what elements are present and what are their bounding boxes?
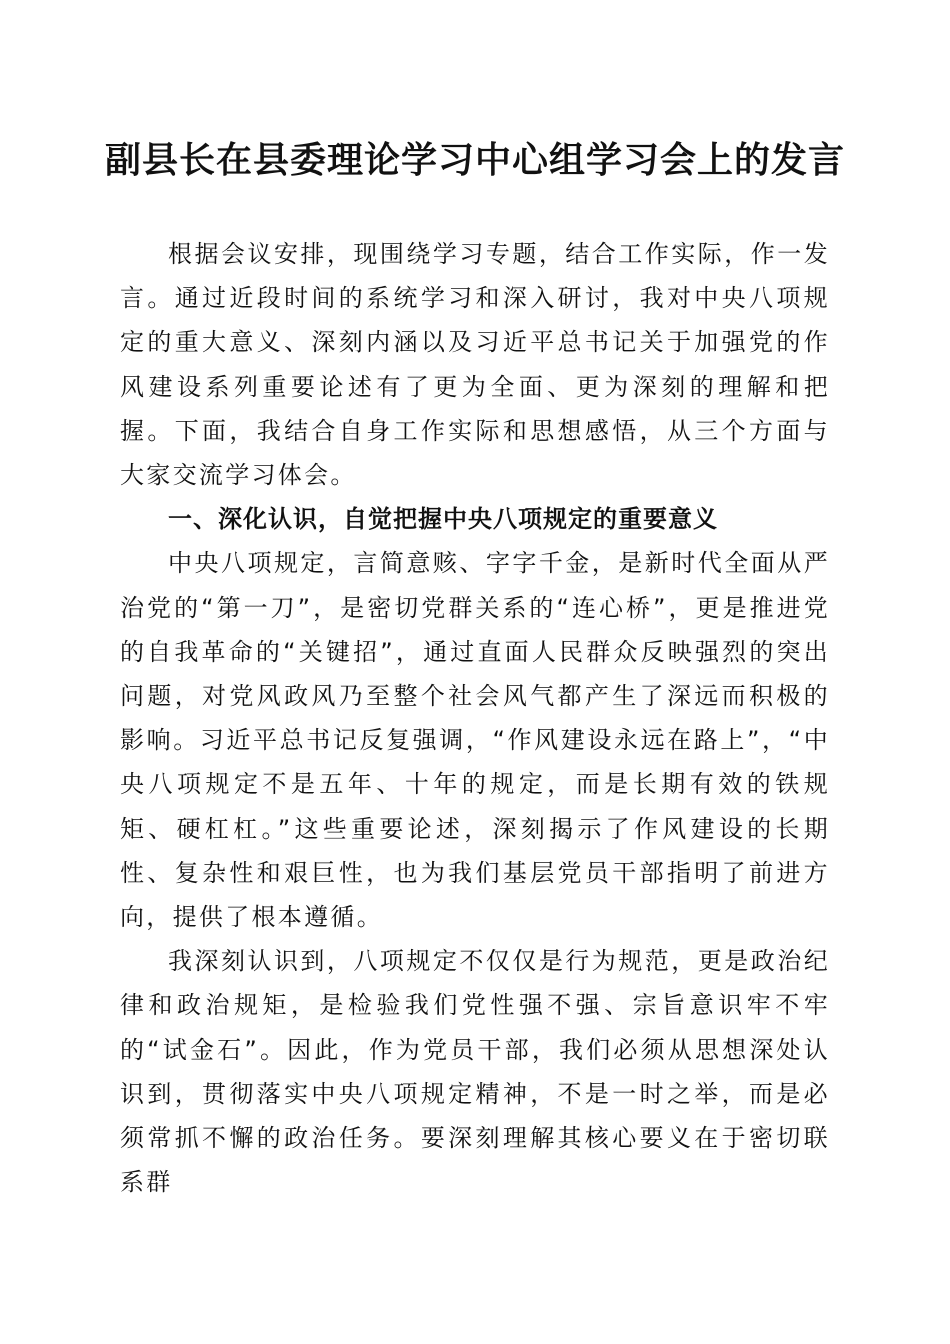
document-title: 副县长在县委理论学习中心组学习会上的发言 <box>104 139 845 181</box>
section-1-heading: 一、深化认识，自觉把握中央八项规定的重要意义 <box>168 505 718 534</box>
section-1-paragraph-1: 中央八项规定，言简意赅、字字千金，是新时代全面从严治党的“第一刀”，是密切党群关系的“连心桥”，更是推进党的自我革命的“关键招”，通过直面人民群众反映强烈的突出问题，对党风政风乃至整个社会风气都产生了深远而积极的影响。习近平总书记反复强调，“作风建设永远在路上”，“中央八项规定不是五年、十年的规定，而是长期有效的铁规矩、硬杠杠。”这些重要论述，深刻揭示了作风建设的长期性、复杂性和艰巨性，也为我们基层党员干部指明了前进方向，提供了根本遵循。 <box>120 549 830 932</box>
section-1-paragraph-2: 我深刻认识到，八项规定不仅仅是行为规范，更是政治纪律和政治规矩，是检验我们党性强不强、宗旨意识牢不牢的“试金石”。因此，作为党员干部，我们必须从思想深处认识到，贯彻落实中央八项规定精神，不是一时之举，而是必须常抓不懈的政治任务。要深刻理解其核心要义在于密切联系群 <box>120 947 830 1197</box>
intro-paragraph: 根据会议安排，现围绕学习专题，结合工作实际，作一发言。通过近段时间的系统学习和深入研讨，我对中央八项规定的重大意义、深刻内涵以及习近平总书记关于加强党的作风建设系列重要论述有了更为全面、更为深刻的理解和把握。下面，我结合自身工作实际和思想感悟，从三个方面与大家交流学习体会。 <box>120 240 830 490</box>
document-body <box>120 232 830 1204</box>
